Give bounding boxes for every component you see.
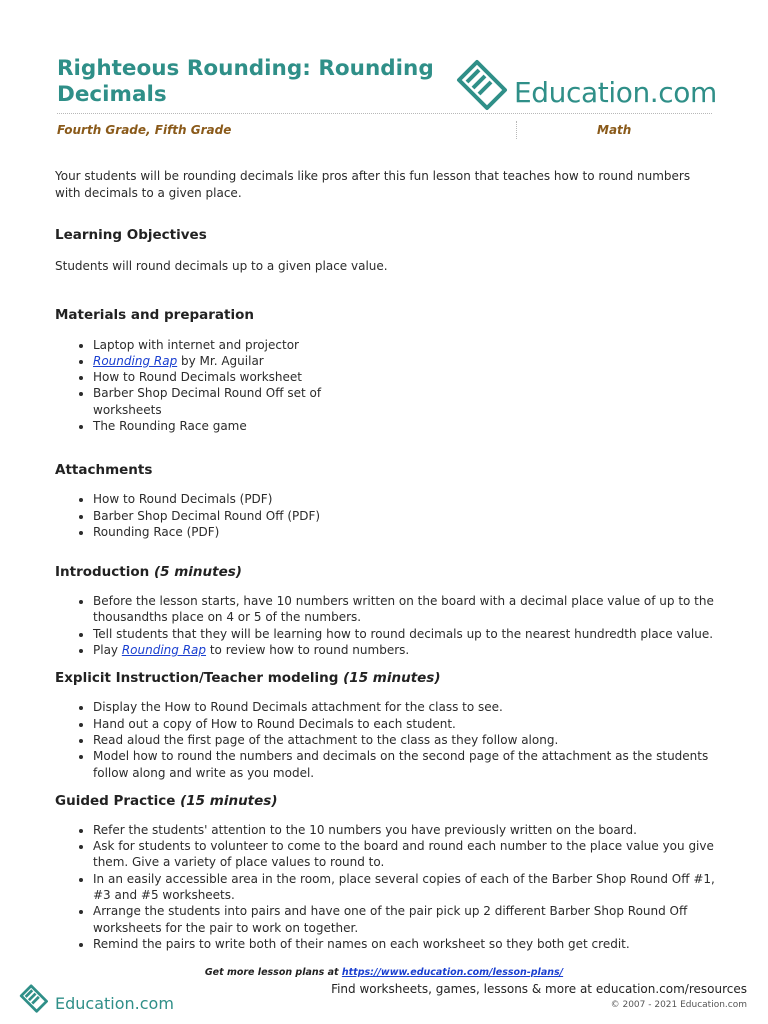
list-item: • Remind the pairs to write both of their names on each worksheet so they both get credit.	[93, 936, 715, 952]
list-item: • Before the lesson starts, have 10 numbers written on the board with a decimal place value of up to the thousandths place on 4 or 5 of the numbers.	[93, 593, 715, 626]
heading-time: (15 minutes)	[180, 792, 278, 809]
education-logo-icon	[455, 56, 513, 112]
list-item: • Laptop with internet and projector	[93, 337, 353, 353]
list-item: • How to Round Decimals (PDF)	[93, 491, 715, 507]
rounding-rap-link[interactable]: Rounding Rap	[93, 353, 178, 368]
explicit-instruction-heading	[55, 670, 715, 686]
materials-heading: Materials and preparation	[55, 306, 254, 323]
explicit-instruction-list	[55, 699, 715, 780]
footer-lesson-plans-text: Get more lesson plans at	[204, 967, 342, 978]
header-divider	[57, 113, 712, 114]
list-item: • In an easily accessible area in the room, place several copies of each of the Barber Shop Round Off #1, #3 and #5 worksheets.	[93, 871, 715, 904]
guided-practice-heading	[55, 793, 715, 809]
intro-paragraph: Your students will be rounding decimals like pros after this fun lesson that teaches how to round numbers with decimals to a given place.	[55, 169, 691, 200]
logo-wordmark: Education.com	[514, 76, 717, 109]
page-title: Righteous Rounding: Rounding Decimals	[57, 56, 434, 107]
rounding-rap-link[interactable]: Rounding Rap	[121, 643, 207, 658]
list-item: • Hand out a copy of How to Round Decimals to each student.	[93, 716, 715, 732]
introduction-list	[55, 593, 715, 658]
header-column-divider	[516, 121, 517, 139]
list-item: • Display the How to Round Decimals attachment for the class to see.	[93, 699, 715, 715]
heading-time: (5 minutes)	[153, 564, 242, 581]
list-item: • The Rounding Race game	[93, 418, 353, 434]
footer-copyright: © 2007 - 2021 Education.com	[610, 1000, 747, 1010]
list-item	[93, 353, 353, 369]
footer-lesson-plans	[0, 967, 768, 978]
list-item: • Barber Shop Decimal Round Off set of worksheets	[93, 385, 353, 418]
objectives-text: Students will round decimals up to a given place value.	[55, 259, 388, 273]
list-item: • Arrange the students into pairs and have one of the pair pick up 2 different Barber Shop Round Off worksheets for the pair to work on together.	[93, 903, 715, 936]
attachments-list	[55, 491, 715, 540]
list-item: • Tell students that they will be learning how to round decimals up to the nearest hundredth place value.	[93, 626, 715, 642]
list-item: • Ask for students to volunteer to come to the board and round each number to the place value you give them. Give a variety of place values to round to.	[93, 838, 715, 871]
lesson-plans-link[interactable]: https://www.education.com/lesson-plans/	[341, 967, 564, 978]
objectives-heading: Learning Objectives	[55, 227, 207, 243]
footer-logo[interactable]	[19, 982, 179, 1014]
education-logo[interactable]	[455, 56, 720, 112]
list-item: • Read aloud the first page of the attachment to the class as they follow along.	[93, 732, 715, 748]
materials-list	[55, 337, 353, 435]
heading-time: (15 minutes)	[343, 670, 441, 687]
guided-practice-list	[55, 822, 715, 952]
list-item: • Refer the students' attention to the 10 numbers you have previously written on the board.	[93, 822, 715, 838]
list-item	[93, 642, 715, 658]
introduction-heading	[55, 564, 715, 580]
list-item-text: Play	[93, 643, 122, 658]
list-item-text: by Mr. Aguilar	[177, 353, 264, 368]
heading-text: Guided Practice	[55, 792, 176, 809]
list-item: • Barber Shop Decimal Round Off (PDF)	[93, 508, 715, 524]
list-item-text: to review how to round numbers.	[206, 643, 410, 658]
attachments-heading: Attachments	[55, 462, 153, 479]
footer-logo-icon	[19, 982, 51, 1014]
subject-label: Math	[597, 123, 632, 137]
footer-resources-text: Find worksheets, games, lessons & more at education.com/resources	[331, 982, 747, 996]
list-item: • Model how to round the numbers and decimals on the second page of the attachment as the students follow along and write as you model.	[93, 748, 715, 781]
grade-label: Fourth Grade, Fifth Grade	[57, 123, 232, 137]
list-item: • How to Round Decimals worksheet	[93, 369, 353, 385]
list-item: • Rounding Race (PDF)	[93, 524, 715, 540]
heading-text: Introduction	[55, 564, 150, 581]
footer-logo-wordmark: Education.com	[55, 994, 174, 1013]
lesson-content	[55, 168, 715, 952]
heading-text: Explicit Instruction/Teacher modeling	[55, 670, 339, 687]
